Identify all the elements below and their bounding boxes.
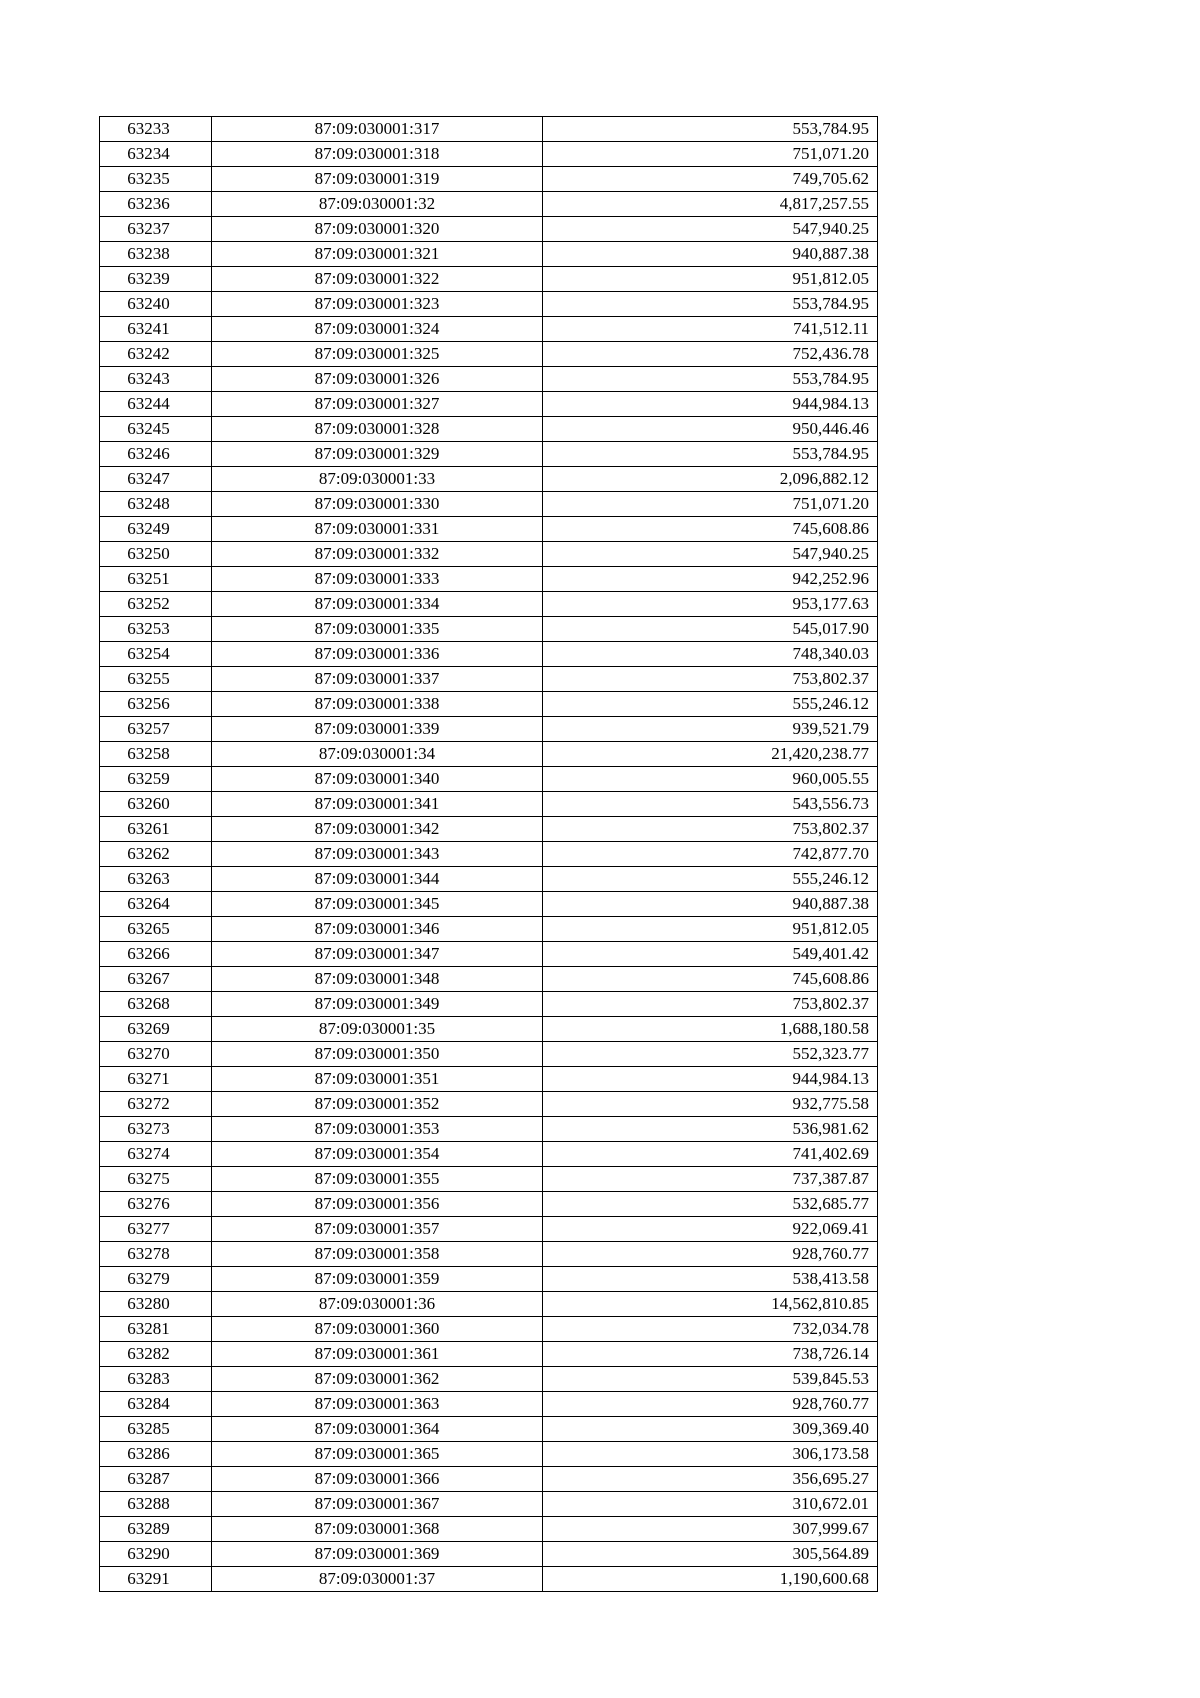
row-number-cell: 63249: [100, 517, 212, 542]
row-number-cell: 63291: [100, 1567, 212, 1592]
cadastral-number-cell: 87:09:030001:356: [212, 1192, 543, 1217]
value-cell: 552,323.77: [543, 1042, 878, 1067]
cadastral-number-cell: 87:09:030001:318: [212, 142, 543, 167]
value-cell: 753,802.37: [543, 817, 878, 842]
table-row: [100, 392, 878, 417]
table-row: [100, 667, 878, 692]
value-cell: 751,071.20: [543, 492, 878, 517]
table-row: [100, 1217, 878, 1242]
value-cell: 950,446.46: [543, 417, 878, 442]
cadastral-number-cell: 87:09:030001:359: [212, 1267, 543, 1292]
value-cell: 553,784.95: [543, 117, 878, 142]
table-row: [100, 1192, 878, 1217]
row-number-cell: 63283: [100, 1367, 212, 1392]
cadastral-number-cell: 87:09:030001:331: [212, 517, 543, 542]
row-number-cell: 63273: [100, 1117, 212, 1142]
cadastral-number-cell: 87:09:030001:368: [212, 1517, 543, 1542]
value-cell: 309,369.40: [543, 1417, 878, 1442]
value-cell: 732,034.78: [543, 1317, 878, 1342]
table-row: [100, 467, 878, 492]
cadastral-number-cell: 87:09:030001:357: [212, 1217, 543, 1242]
value-cell: 2,096,882.12: [543, 467, 878, 492]
cadastral-number-cell: 87:09:030001:364: [212, 1417, 543, 1442]
row-number-cell: 63260: [100, 792, 212, 817]
table-row: [100, 742, 878, 767]
cadastral-number-cell: 87:09:030001:345: [212, 892, 543, 917]
value-cell: 942,252.96: [543, 567, 878, 592]
table-row: [100, 917, 878, 942]
value-cell: 749,705.62: [543, 167, 878, 192]
row-number-cell: 63235: [100, 167, 212, 192]
table-row: [100, 642, 878, 667]
value-cell: 751,071.20: [543, 142, 878, 167]
row-number-cell: 63287: [100, 1467, 212, 1492]
table-row: [100, 317, 878, 342]
cadastral-number-cell: 87:09:030001:343: [212, 842, 543, 867]
row-number-cell: 63279: [100, 1267, 212, 1292]
cadastral-number-cell: 87:09:030001:339: [212, 717, 543, 742]
value-cell: 306,173.58: [543, 1442, 878, 1467]
table-row: [100, 117, 878, 142]
value-cell: 553,784.95: [543, 292, 878, 317]
cadastral-number-cell: 87:09:030001:338: [212, 692, 543, 717]
table-row: [100, 967, 878, 992]
row-number-cell: 63248: [100, 492, 212, 517]
table-row: [100, 1042, 878, 1067]
cadastral-value-table: [99, 116, 878, 1592]
table-row: [100, 1367, 878, 1392]
value-cell: 928,760.77: [543, 1392, 878, 1417]
value-cell: 532,685.77: [543, 1192, 878, 1217]
table-row: [100, 717, 878, 742]
cadastral-number-cell: 87:09:030001:328: [212, 417, 543, 442]
value-cell: 944,984.13: [543, 1067, 878, 1092]
row-number-cell: 63276: [100, 1192, 212, 1217]
row-number-cell: 63259: [100, 767, 212, 792]
table-row: [100, 242, 878, 267]
table-row: [100, 1167, 878, 1192]
table-row: [100, 1092, 878, 1117]
table-row: [100, 542, 878, 567]
value-cell: 745,608.86: [543, 517, 878, 542]
cadastral-number-cell: 87:09:030001:319: [212, 167, 543, 192]
cadastral-number-cell: 87:09:030001:363: [212, 1392, 543, 1417]
row-number-cell: 63258: [100, 742, 212, 767]
cadastral-number-cell: 87:09:030001:337: [212, 667, 543, 692]
table-row: [100, 217, 878, 242]
cadastral-number-cell: 87:09:030001:35: [212, 1017, 543, 1042]
cadastral-number-cell: 87:09:030001:320: [212, 217, 543, 242]
value-cell: 305,564.89: [543, 1542, 878, 1567]
table-row: [100, 517, 878, 542]
value-cell: 539,845.53: [543, 1367, 878, 1392]
row-number-cell: 63256: [100, 692, 212, 717]
row-number-cell: 63238: [100, 242, 212, 267]
row-number-cell: 63261: [100, 817, 212, 842]
row-number-cell: 63269: [100, 1017, 212, 1042]
row-number-cell: 63254: [100, 642, 212, 667]
table-row: [100, 192, 878, 217]
table-row: [100, 867, 878, 892]
value-cell: 549,401.42: [543, 942, 878, 967]
row-number-cell: 63274: [100, 1142, 212, 1167]
table-row: [100, 167, 878, 192]
value-cell: 543,556.73: [543, 792, 878, 817]
table-row: [100, 1467, 878, 1492]
value-cell: 1,688,180.58: [543, 1017, 878, 1042]
cadastral-number-cell: 87:09:030001:355: [212, 1167, 543, 1192]
value-cell: 748,340.03: [543, 642, 878, 667]
cadastral-number-cell: 87:09:030001:351: [212, 1067, 543, 1092]
table-row: [100, 842, 878, 867]
cadastral-number-cell: 87:09:030001:348: [212, 967, 543, 992]
table-row: [100, 142, 878, 167]
cadastral-number-cell: 87:09:030001:344: [212, 867, 543, 892]
table-row: [100, 1142, 878, 1167]
row-number-cell: 63262: [100, 842, 212, 867]
value-cell: 953,177.63: [543, 592, 878, 617]
table-row: [100, 367, 878, 392]
cadastral-number-cell: 87:09:030001:322: [212, 267, 543, 292]
cadastral-number-cell: 87:09:030001:335: [212, 617, 543, 642]
cadastral-number-cell: 87:09:030001:353: [212, 1117, 543, 1142]
table-row: [100, 992, 878, 1017]
value-cell: 738,726.14: [543, 1342, 878, 1367]
value-cell: 538,413.58: [543, 1267, 878, 1292]
row-number-cell: 63266: [100, 942, 212, 967]
table-row: [100, 892, 878, 917]
row-number-cell: 63239: [100, 267, 212, 292]
table-row: [100, 342, 878, 367]
row-number-cell: 63247: [100, 467, 212, 492]
cadastral-number-cell: 87:09:030001:325: [212, 342, 543, 367]
cadastral-number-cell: 87:09:030001:360: [212, 1317, 543, 1342]
table-body: [100, 117, 878, 1592]
table-row: [100, 1517, 878, 1542]
cadastral-number-cell: 87:09:030001:32: [212, 192, 543, 217]
value-cell: 14,562,810.85: [543, 1292, 878, 1317]
row-number-cell: 63286: [100, 1442, 212, 1467]
row-number-cell: 63275: [100, 1167, 212, 1192]
table-row: [100, 1442, 878, 1467]
cadastral-number-cell: 87:09:030001:352: [212, 1092, 543, 1117]
row-number-cell: 63265: [100, 917, 212, 942]
cadastral-number-cell: 87:09:030001:342: [212, 817, 543, 842]
value-cell: 310,672.01: [543, 1492, 878, 1517]
value-cell: 940,887.38: [543, 242, 878, 267]
row-number-cell: 63270: [100, 1042, 212, 1067]
row-number-cell: 63264: [100, 892, 212, 917]
table-row: [100, 617, 878, 642]
row-number-cell: 63281: [100, 1317, 212, 1342]
table-row: [100, 1392, 878, 1417]
cadastral-number-cell: 87:09:030001:349: [212, 992, 543, 1017]
row-number-cell: 63244: [100, 392, 212, 417]
table-row: [100, 792, 878, 817]
table-row: [100, 817, 878, 842]
row-number-cell: 63285: [100, 1417, 212, 1442]
value-cell: 741,402.69: [543, 1142, 878, 1167]
cadastral-number-cell: 87:09:030001:346: [212, 917, 543, 942]
value-cell: 741,512.11: [543, 317, 878, 342]
value-cell: 737,387.87: [543, 1167, 878, 1192]
value-cell: 536,981.62: [543, 1117, 878, 1142]
cadastral-number-cell: 87:09:030001:367: [212, 1492, 543, 1517]
value-cell: 951,812.05: [543, 917, 878, 942]
value-cell: 940,887.38: [543, 892, 878, 917]
cadastral-number-cell: 87:09:030001:330: [212, 492, 543, 517]
cadastral-number-cell: 87:09:030001:327: [212, 392, 543, 417]
row-number-cell: 63290: [100, 1542, 212, 1567]
row-number-cell: 63284: [100, 1392, 212, 1417]
cadastral-number-cell: 87:09:030001:332: [212, 542, 543, 567]
value-cell: 752,436.78: [543, 342, 878, 367]
row-number-cell: 63253: [100, 617, 212, 642]
value-cell: 745,608.86: [543, 967, 878, 992]
value-cell: 555,246.12: [543, 692, 878, 717]
table-row: [100, 267, 878, 292]
table-row: [100, 1267, 878, 1292]
table-row: [100, 692, 878, 717]
value-cell: 753,802.37: [543, 992, 878, 1017]
row-number-cell: 63263: [100, 867, 212, 892]
cadastral-number-cell: 87:09:030001:317: [212, 117, 543, 142]
cadastral-number-cell: 87:09:030001:321: [212, 242, 543, 267]
row-number-cell: 63251: [100, 567, 212, 592]
cadastral-number-cell: 87:09:030001:361: [212, 1342, 543, 1367]
value-cell: 553,784.95: [543, 442, 878, 467]
row-number-cell: 63257: [100, 717, 212, 742]
value-cell: 1,190,600.68: [543, 1567, 878, 1592]
cadastral-number-cell: 87:09:030001:336: [212, 642, 543, 667]
value-cell: 951,812.05: [543, 267, 878, 292]
value-cell: 928,760.77: [543, 1242, 878, 1267]
row-number-cell: 63255: [100, 667, 212, 692]
value-cell: 553,784.95: [543, 367, 878, 392]
table-row: [100, 417, 878, 442]
cadastral-number-cell: 87:09:030001:333: [212, 567, 543, 592]
table-row: [100, 1492, 878, 1517]
table-row: [100, 567, 878, 592]
table-row: [100, 1567, 878, 1592]
cadastral-number-cell: 87:09:030001:350: [212, 1042, 543, 1067]
cadastral-number-cell: 87:09:030001:334: [212, 592, 543, 617]
row-number-cell: 63243: [100, 367, 212, 392]
cadastral-number-cell: 87:09:030001:34: [212, 742, 543, 767]
row-number-cell: 63237: [100, 217, 212, 242]
table-row: [100, 592, 878, 617]
value-cell: 753,802.37: [543, 667, 878, 692]
table-row: [100, 292, 878, 317]
row-number-cell: 63280: [100, 1292, 212, 1317]
value-cell: 555,246.12: [543, 867, 878, 892]
row-number-cell: 63241: [100, 317, 212, 342]
row-number-cell: 63288: [100, 1492, 212, 1517]
table-row: [100, 1067, 878, 1092]
row-number-cell: 63236: [100, 192, 212, 217]
table-row: [100, 1242, 878, 1267]
table-row: [100, 1542, 878, 1567]
value-cell: 547,940.25: [543, 217, 878, 242]
table-row: [100, 492, 878, 517]
row-number-cell: 63233: [100, 117, 212, 142]
cadastral-number-cell: 87:09:030001:323: [212, 292, 543, 317]
table-row: [100, 1342, 878, 1367]
row-number-cell: 63252: [100, 592, 212, 617]
row-number-cell: 63246: [100, 442, 212, 467]
table-row: [100, 1292, 878, 1317]
value-cell: 960,005.55: [543, 767, 878, 792]
cadastral-number-cell: 87:09:030001:366: [212, 1467, 543, 1492]
cadastral-number-cell: 87:09:030001:36: [212, 1292, 543, 1317]
cadastral-number-cell: 87:09:030001:365: [212, 1442, 543, 1467]
cadastral-number-cell: 87:09:030001:369: [212, 1542, 543, 1567]
cadastral-number-cell: 87:09:030001:326: [212, 367, 543, 392]
row-number-cell: 63250: [100, 542, 212, 567]
row-number-cell: 63240: [100, 292, 212, 317]
row-number-cell: 63245: [100, 417, 212, 442]
cadastral-number-cell: 87:09:030001:340: [212, 767, 543, 792]
value-cell: 742,877.70: [543, 842, 878, 867]
value-cell: 547,940.25: [543, 542, 878, 567]
row-number-cell: 63278: [100, 1242, 212, 1267]
row-number-cell: 63272: [100, 1092, 212, 1117]
table-row: [100, 942, 878, 967]
row-number-cell: 63268: [100, 992, 212, 1017]
cadastral-number-cell: 87:09:030001:358: [212, 1242, 543, 1267]
value-cell: 939,521.79: [543, 717, 878, 742]
table-row: [100, 442, 878, 467]
row-number-cell: 63289: [100, 1517, 212, 1542]
value-cell: 922,069.41: [543, 1217, 878, 1242]
row-number-cell: 63271: [100, 1067, 212, 1092]
cadastral-number-cell: 87:09:030001:329: [212, 442, 543, 467]
row-number-cell: 63277: [100, 1217, 212, 1242]
cadastral-number-cell: 87:09:030001:33: [212, 467, 543, 492]
cadastral-number-cell: 87:09:030001:354: [212, 1142, 543, 1167]
cadastral-number-cell: 87:09:030001:362: [212, 1367, 543, 1392]
value-cell: 307,999.67: [543, 1517, 878, 1542]
value-cell: 21,420,238.77: [543, 742, 878, 767]
cadastral-number-cell: 87:09:030001:347: [212, 942, 543, 967]
table-row: [100, 767, 878, 792]
table-row: [100, 1017, 878, 1042]
cadastral-number-cell: 87:09:030001:37: [212, 1567, 543, 1592]
value-cell: 356,695.27: [543, 1467, 878, 1492]
value-cell: 4,817,257.55: [543, 192, 878, 217]
cadastral-number-cell: 87:09:030001:341: [212, 792, 543, 817]
value-cell: 944,984.13: [543, 392, 878, 417]
cadastral-number-cell: 87:09:030001:324: [212, 317, 543, 342]
row-number-cell: 63282: [100, 1342, 212, 1367]
value-cell: 545,017.90: [543, 617, 878, 642]
table-row: [100, 1317, 878, 1342]
table-row: [100, 1417, 878, 1442]
table-row: [100, 1117, 878, 1142]
value-cell: 932,775.58: [543, 1092, 878, 1117]
row-number-cell: 63242: [100, 342, 212, 367]
row-number-cell: 63234: [100, 142, 212, 167]
row-number-cell: 63267: [100, 967, 212, 992]
